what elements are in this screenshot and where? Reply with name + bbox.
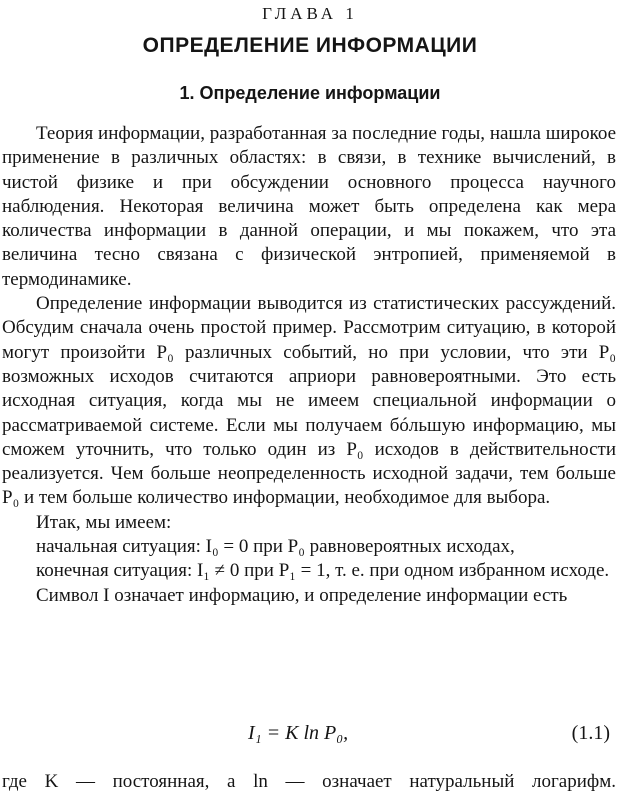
equation-number: (1.1) <box>571 722 610 744</box>
paragraph-initial-situation: начальная ситуация: I₀ = 0 при P₀ равновероятных исходах, <box>36 536 515 558</box>
equation-block <box>0 722 616 748</box>
paragraph-final-situation: конечная ситуация: I₁ ≠ 0 при P₁ = 1, т. е. при одном избранном исходе. <box>36 560 610 582</box>
paragraph-intro: Теория информации, разработанная за последние годы, нашла широкое применение в различных областях: в связи, в технике вычислений, в чистой физике и при обсуждении основного процесса научного наблюдения. Некоторая величина может быть определена как мера количества информации в данной операции, и мы покажем, что эта величина тесно связана с физической энтропией, применяемой в термодинамике. <box>2 123 616 290</box>
chapter-title: ОПРЕДЕЛЕНИЕ ИНФОРМАЦИИ <box>142 34 478 57</box>
paragraph-definition: Определение информации выводится из статистических рассуждений. Обсудим сначала очень простой пример. Рассмотрим ситуацию, в которой могут произойти P₀ различных событий, но при условии, что эти P₀ возможных исходов считаются априори равновероятными. Это есть исходная ситуация, когда мы не имеем специальной информации о рассматриваемой системе. Если мы получаем бóльшую информацию, мы сможем уточнить, что только один из P₀ исходов в действительности реализуется. Чем больше неопределенность исходной задачи, тем больше P₀ и тем больше количество информации, необходимое для выбора. <box>2 293 616 509</box>
paragraph-summary-lead: Итак, мы имеем: <box>36 511 172 533</box>
section-title: 1. Определение информации <box>179 83 441 103</box>
chapter-label: ГЛАВА 1 <box>262 4 358 23</box>
body-text <box>2 122 616 608</box>
paragraph-closing: где K — постоянная, а ln — означает натуральный логарифм. <box>2 771 616 792</box>
equation-expression: I₁ = K ln P₀, <box>248 722 349 744</box>
paragraph-symbol-definition: Символ I означает информацию, и определение информации есть <box>36 584 568 606</box>
